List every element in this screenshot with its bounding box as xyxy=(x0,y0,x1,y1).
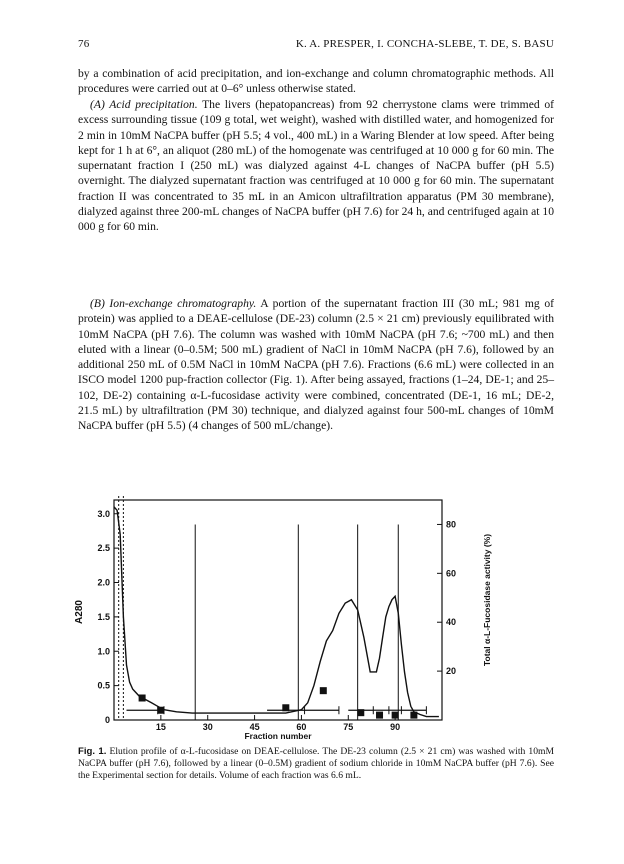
y-right-tick-label: 60 xyxy=(446,568,457,579)
y-right-tick-label: 40 xyxy=(446,617,457,628)
right-axis-ticks xyxy=(437,519,456,676)
page-number: 76 xyxy=(78,38,90,50)
a280-profile-line xyxy=(114,507,439,717)
x-tick-label: 60 xyxy=(296,722,307,732)
section-b-paragraph xyxy=(78,296,554,434)
x-tick-label: 90 xyxy=(390,722,401,732)
y-left-tick-label: 0.5 xyxy=(97,680,110,691)
y-left-tick-label: 2.0 xyxy=(97,577,110,588)
section-a-text: The livers (hepatopancreas) from 92 cherrystone clams were trimmed of excess surrounding tissue (109 g total, wet weight), washed with distilled water, and homogenized for 2 min in 10mM NaCPA buffer (pH 5.5; 4 vol., 400 mL) in a Waring Blender at low speed. After being kept for 1 h at 6°, an aliquot (280 mL) of the homogenate was centrifuged at 10 000 g for 60 min. The supernatant fraction I (250 mL) was dialyzed against 4-L changes of NaCPA buffer (pH 5.5) overnight. The dialyzed supernatant fraction was centrifuged at 10 000 g for 60 min. The supernatant fraction II was concentrated to 35 mL in an Amicon ultrafiltration apparatus (PM 30 membrane), dialyzed against three 200-mL changes of NaCPA buffer (pH 7.6) for 24 h, and centrifuged again at 10 000 g for 60 min. xyxy=(78,98,554,234)
y-left-tick-label: 0 xyxy=(104,715,110,725)
x-tick-label: 45 xyxy=(249,722,260,732)
series-group xyxy=(114,507,439,719)
y-left-tick-label: 3.0 xyxy=(97,508,110,519)
x-tick-label: 30 xyxy=(202,722,213,732)
x-axis-ticks xyxy=(156,715,400,732)
activity-point xyxy=(392,712,399,719)
intro-text: by a combination of acid precipitation, and ion-exchange and column chromatographic methods. All procedures were carried out at 0–6° unless otherwise stated. xyxy=(78,67,554,96)
x-axis-label: Fraction number xyxy=(244,731,312,741)
y-right-axis-label: Total α-L-Fucosidase activity (%) xyxy=(482,533,492,667)
section-b-text: A portion of the supernatant fraction III (30 mL; 981 mg of protein) was applied to a DEAE-cellulose (DE-23) column (2.5 × 21 cm) previously equilibrated with 10mM NaCPA (pH 7.6). The column was washed with 10mM NaCPA (pH 7.6; ~700 mL) and then eluted with a linear (0–0.5M; 500 mL) gradient of NaCl in 10mM NaCPA (pH 7.6), followed by an additional 250 mL of 0.5M NaCl in 10mM NaCPA (pH 7.6). Fractions (6.6 mL) were collected in an ISCO model 1200 pup-fraction collector (Fig. 1). After being assayed, fractions (1–24, DE-1; and 25–102, DE-2) containing α-L-fucosidase activity were combined, concentrated (DE-1, 16 mL; DE-2, 21.5 mL) by ultrafiltration (PM 30) technique, and dialyzed against four 500-mL changes of 10mM NaCPA buffer (pH 5.5) (4 changes of 500 mL/change). xyxy=(78,297,554,433)
y-left-tick-label: 1.0 xyxy=(97,646,110,657)
elution-chart xyxy=(70,496,554,742)
caption-label: Fig. 1. xyxy=(78,746,107,757)
y-right-tick-label: 80 xyxy=(446,519,457,530)
y-left-axis-label: A280 xyxy=(74,600,85,624)
activity-point xyxy=(139,695,146,702)
figure-1 xyxy=(70,496,554,742)
y-left-tick-label: 2.5 xyxy=(97,543,110,554)
section-b-label: (B) Ion-exchange chromatography. xyxy=(90,297,257,310)
figure-caption xyxy=(78,746,554,783)
running-header xyxy=(78,38,554,54)
caption-text: Elution profile of α-L-fucosidase on DEAE-cellulose. The DE-23 column (2.5 × 21 cm) was washed with 10mM NaCPA buffer (pH 7.6), followed by a linear (0–0.5M) gradient of sodium chloride in 10mM NaCPA buffer (pH 7.6). See the Experimental section for details. Volume of each fraction was 6.6 mL. xyxy=(78,746,554,782)
x-tick-label: 15 xyxy=(155,722,166,732)
y-right-tick-label: 20 xyxy=(446,666,457,677)
section-a-paragraph xyxy=(78,97,554,235)
activity-point xyxy=(320,687,327,694)
activity-point xyxy=(410,712,417,719)
intro-paragraph xyxy=(78,66,554,97)
x-tick-label: 75 xyxy=(343,722,354,732)
activity-point xyxy=(376,712,383,719)
running-title: K. A. PRESPER, I. CONCHA-SLEBE, T. DE, S. BASU xyxy=(295,38,554,50)
y-left-tick-label: 1.5 xyxy=(97,611,110,622)
plot-frame xyxy=(114,500,442,720)
section-a-label: (A) Acid precipitation. xyxy=(90,98,198,111)
left-axis-ticks xyxy=(97,509,119,725)
